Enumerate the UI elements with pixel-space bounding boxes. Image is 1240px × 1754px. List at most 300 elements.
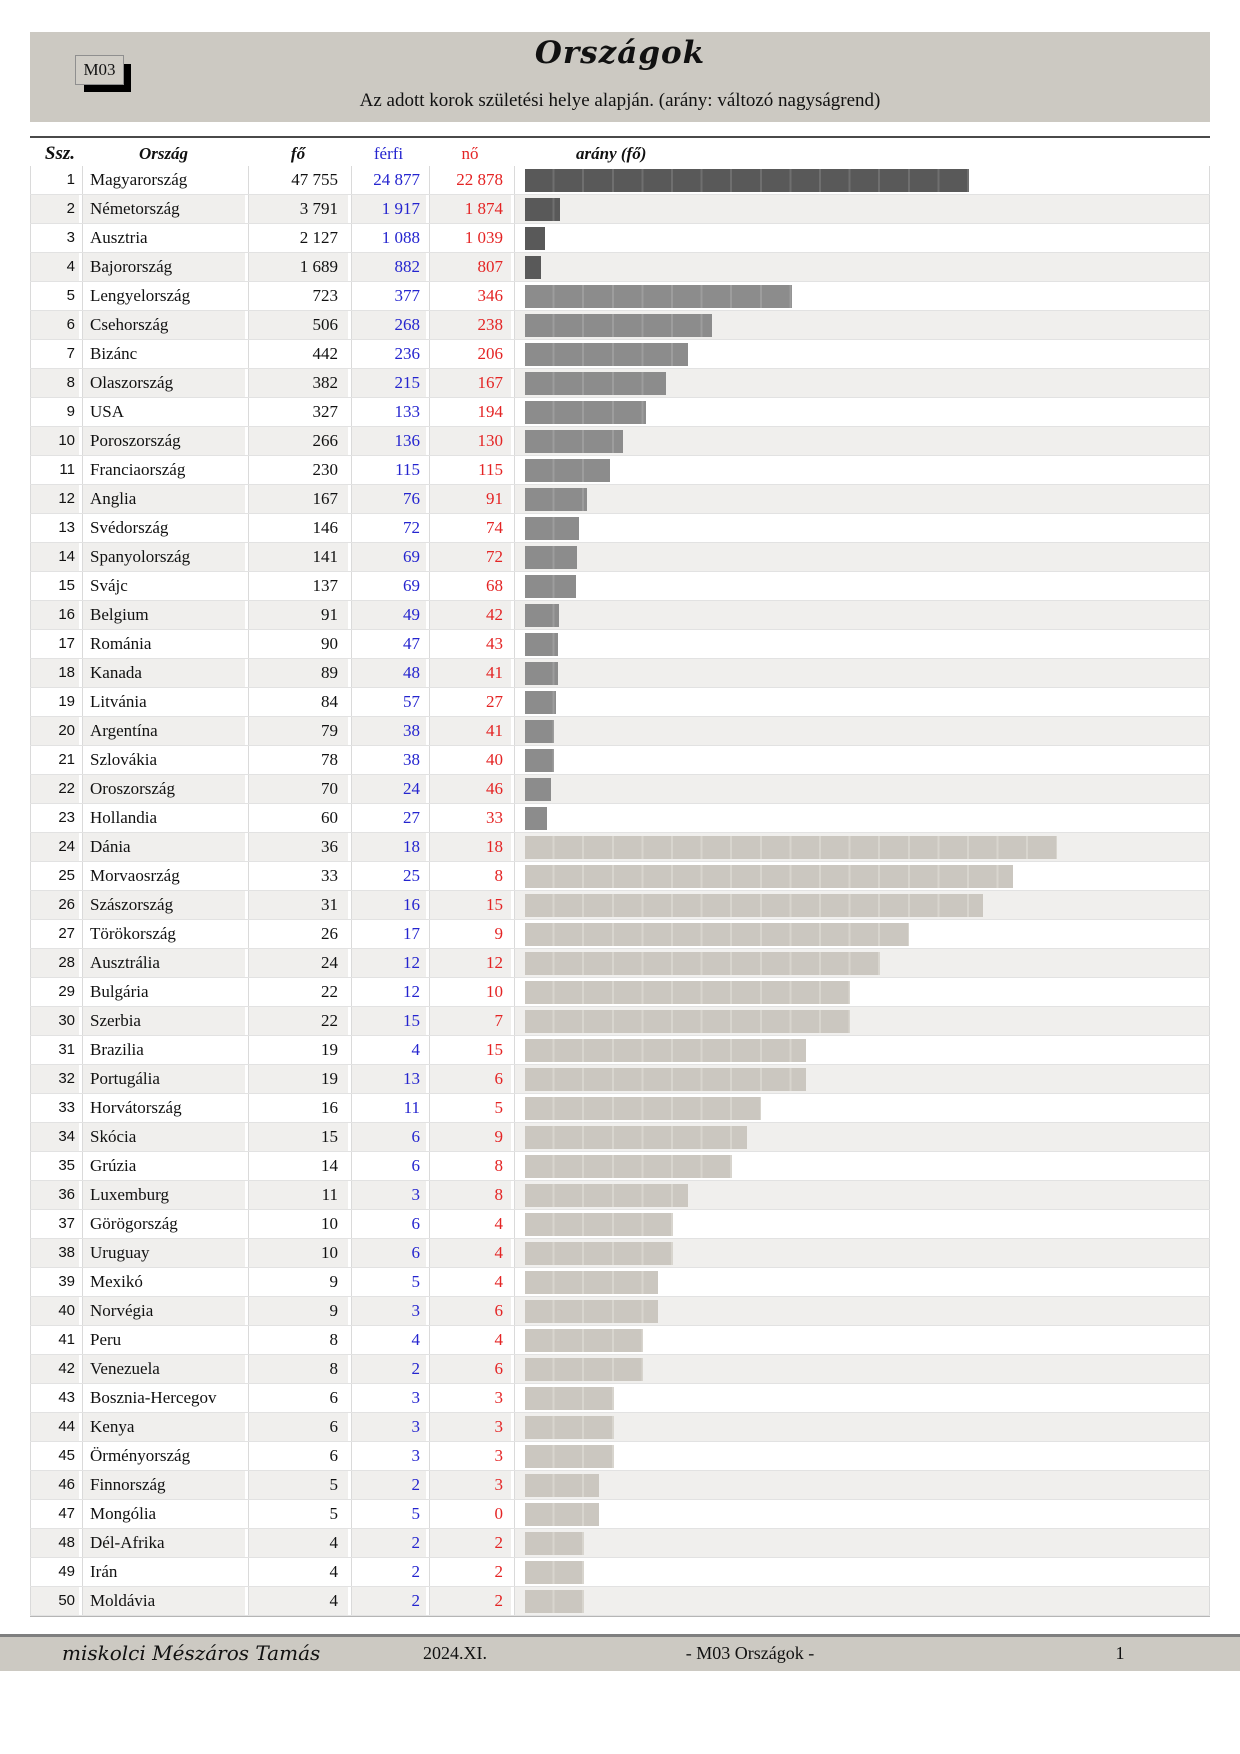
cell-country: Hollandia	[82, 804, 245, 832]
cell-ferfi: 49	[351, 601, 426, 629]
ratio-bar	[525, 1184, 688, 1207]
table-row	[30, 775, 1210, 804]
cell-fo: 1 689	[248, 253, 348, 281]
cell-arany	[514, 862, 1210, 890]
cell-ssz: 48	[30, 1529, 79, 1557]
cell-fo: 6	[248, 1384, 348, 1412]
cell-arany	[514, 282, 1210, 310]
cell-no: 807	[429, 253, 511, 281]
cell-country: Bizánc	[82, 340, 245, 368]
cell-country: Uruguay	[82, 1239, 245, 1267]
ratio-bar	[525, 691, 556, 714]
cell-ssz: 15	[30, 572, 79, 600]
table-row	[30, 717, 1210, 746]
cell-fo: 33	[248, 862, 348, 890]
cell-fo: 4	[248, 1529, 348, 1557]
footer-author: miskolci Mészáros Tamás	[62, 1641, 321, 1665]
cell-ferfi: 12	[351, 949, 426, 977]
cell-ferfi: 3	[351, 1413, 426, 1441]
cell-fo: 9	[248, 1297, 348, 1325]
table-row	[30, 311, 1210, 340]
cell-arany	[514, 427, 1210, 455]
cell-fo: 14	[248, 1152, 348, 1180]
table-row	[30, 1239, 1210, 1268]
cell-country: Norvégia	[82, 1297, 245, 1325]
cell-no: 10	[429, 978, 511, 1006]
cell-country: Lengyelország	[82, 282, 245, 310]
cell-fo: 4	[248, 1587, 348, 1615]
cell-fo: 78	[248, 746, 348, 774]
table-row	[30, 1036, 1210, 1065]
table-row	[30, 1123, 1210, 1152]
cell-fo: 26	[248, 920, 348, 948]
cell-arany	[514, 920, 1210, 948]
cell-ferfi: 882	[351, 253, 426, 281]
ratio-bar	[525, 546, 577, 569]
cell-fo: 31	[248, 891, 348, 919]
cell-fo: 22	[248, 1007, 348, 1035]
cell-country: Morvaosrzág	[82, 862, 245, 890]
cell-ssz: 20	[30, 717, 79, 745]
table-row	[30, 1326, 1210, 1355]
ratio-bar	[525, 1416, 614, 1439]
cell-no: 74	[429, 514, 511, 542]
column-header-orszag: Ország	[138, 144, 189, 163]
table-row	[30, 224, 1210, 253]
cell-country: Kanada	[82, 659, 245, 687]
cell-ssz: 22	[30, 775, 79, 803]
table-row	[30, 485, 1210, 514]
cell-ssz: 29	[30, 978, 79, 1006]
cell-ferfi: 6	[351, 1123, 426, 1151]
cell-ferfi: 3	[351, 1181, 426, 1209]
cell-ssz: 9	[30, 398, 79, 426]
cell-ssz: 24	[30, 833, 79, 861]
cell-ssz: 32	[30, 1065, 79, 1093]
cell-country: Görögország	[82, 1210, 245, 1238]
cell-fo: 15	[248, 1123, 348, 1151]
cell-fo: 10	[248, 1239, 348, 1267]
cell-ssz: 49	[30, 1558, 79, 1586]
ratio-bar	[525, 1358, 643, 1381]
ratio-bar	[525, 430, 623, 453]
cell-no: 3	[429, 1442, 511, 1470]
table-row	[30, 1529, 1210, 1558]
cell-no: 346	[429, 282, 511, 310]
cell-country: Spanyolország	[82, 543, 245, 571]
cell-ferfi: 115	[351, 456, 426, 484]
cell-country: Bulgária	[82, 978, 245, 1006]
cell-fo: 506	[248, 311, 348, 339]
cell-no: 1 039	[429, 224, 511, 252]
table-row	[30, 920, 1210, 949]
cell-arany	[514, 804, 1210, 832]
cell-ssz: 14	[30, 543, 79, 571]
cell-arany	[514, 746, 1210, 774]
cell-arany	[514, 1297, 1210, 1325]
cell-arany	[514, 978, 1210, 1006]
cell-ferfi: 11	[351, 1094, 426, 1122]
cell-fo: 137	[248, 572, 348, 600]
cell-arany	[514, 833, 1210, 861]
cell-ssz: 37	[30, 1210, 79, 1238]
ratio-bar	[525, 372, 666, 395]
table-row	[30, 1471, 1210, 1500]
cell-arany	[514, 1268, 1210, 1296]
table-row	[30, 1152, 1210, 1181]
cell-ssz: 36	[30, 1181, 79, 1209]
cell-fo: 8	[248, 1355, 348, 1383]
cell-fo: 24	[248, 949, 348, 977]
cell-no: 12	[429, 949, 511, 977]
ratio-bar	[525, 1155, 732, 1178]
cell-ferfi: 3	[351, 1384, 426, 1412]
cell-ssz: 38	[30, 1239, 79, 1267]
cell-ssz: 25	[30, 862, 79, 890]
ratio-bar	[525, 749, 554, 772]
cell-arany	[514, 1442, 1210, 1470]
cell-ssz: 44	[30, 1413, 79, 1441]
cell-ssz: 30	[30, 1007, 79, 1035]
ratio-bar	[525, 1387, 614, 1410]
cell-ssz: 4	[30, 253, 79, 281]
cell-ssz: 19	[30, 688, 79, 716]
cell-ferfi: 268	[351, 311, 426, 339]
cell-no: 46	[429, 775, 511, 803]
table-row	[30, 369, 1210, 398]
ratio-bar	[525, 778, 551, 801]
ratio-bar	[525, 1445, 614, 1468]
cell-no: 72	[429, 543, 511, 571]
cell-arany	[514, 1558, 1210, 1586]
ratio-bar	[525, 1126, 747, 1149]
table-row	[30, 166, 1210, 195]
ratio-bar	[525, 517, 579, 540]
cell-no: 18	[429, 833, 511, 861]
cell-fo: 6	[248, 1413, 348, 1441]
cell-ferfi: 5	[351, 1268, 426, 1296]
cell-ferfi: 12	[351, 978, 426, 1006]
table-row	[30, 1007, 1210, 1036]
cell-fo: 6	[248, 1442, 348, 1470]
cell-ssz: 26	[30, 891, 79, 919]
ratio-bar	[525, 1329, 643, 1352]
table-row	[30, 804, 1210, 833]
cell-country: Skócia	[82, 1123, 245, 1151]
table-row	[30, 1210, 1210, 1239]
cell-no: 7	[429, 1007, 511, 1035]
cell-arany	[514, 1587, 1210, 1615]
cell-ssz: 6	[30, 311, 79, 339]
cell-arany	[514, 1036, 1210, 1064]
cell-country: Örményország	[82, 1442, 245, 1470]
table-row	[30, 688, 1210, 717]
cell-ssz: 18	[30, 659, 79, 687]
table-row	[30, 195, 1210, 224]
cell-no: 2	[429, 1587, 511, 1615]
cell-ferfi: 47	[351, 630, 426, 658]
ratio-bar	[525, 1590, 584, 1613]
table-row	[30, 1558, 1210, 1587]
cell-ssz: 21	[30, 746, 79, 774]
cell-arany	[514, 166, 1210, 194]
cell-ssz: 43	[30, 1384, 79, 1412]
cell-fo: 90	[248, 630, 348, 658]
table-row	[30, 1384, 1210, 1413]
cell-ferfi: 2	[351, 1529, 426, 1557]
ratio-bar	[525, 227, 545, 250]
table-row	[30, 1065, 1210, 1094]
cell-ssz: 5	[30, 282, 79, 310]
table-row	[30, 1268, 1210, 1297]
cell-ferfi: 27	[351, 804, 426, 832]
table-row	[30, 949, 1210, 978]
ratio-bar	[525, 807, 547, 830]
cell-country: Mexikó	[82, 1268, 245, 1296]
cell-no: 40	[429, 746, 511, 774]
ratio-bar	[525, 1300, 658, 1323]
cell-ferfi: 215	[351, 369, 426, 397]
cell-no: 9	[429, 920, 511, 948]
ratio-bar	[525, 285, 792, 308]
table-row	[30, 543, 1210, 572]
table-row	[30, 630, 1210, 659]
cell-fo: 167	[248, 485, 348, 513]
cell-country: Dánia	[82, 833, 245, 861]
cell-no: 41	[429, 717, 511, 745]
cell-no: 3	[429, 1471, 511, 1499]
ratio-bar	[525, 1532, 584, 1555]
cell-no: 5	[429, 1094, 511, 1122]
cell-arany	[514, 1123, 1210, 1151]
cell-no: 2	[429, 1558, 511, 1586]
cell-arany	[514, 659, 1210, 687]
cell-ssz: 45	[30, 1442, 79, 1470]
table-row	[30, 1442, 1210, 1471]
cell-fo: 70	[248, 775, 348, 803]
cell-fo: 3 791	[248, 195, 348, 223]
cell-ssz: 50	[30, 1587, 79, 1615]
cell-fo: 36	[248, 833, 348, 861]
cell-ssz: 35	[30, 1152, 79, 1180]
cell-fo: 10	[248, 1210, 348, 1238]
cell-no: 68	[429, 572, 511, 600]
cell-no: 194	[429, 398, 511, 426]
cell-country: Venezuela	[82, 1355, 245, 1383]
cell-arany	[514, 1413, 1210, 1441]
cell-ferfi: 69	[351, 572, 426, 600]
cell-ferfi: 133	[351, 398, 426, 426]
cell-no: 9	[429, 1123, 511, 1151]
cell-ferfi: 38	[351, 717, 426, 745]
ratio-bar	[525, 633, 558, 656]
table-row	[30, 1181, 1210, 1210]
cell-fo: 11	[248, 1181, 348, 1209]
cell-arany	[514, 514, 1210, 542]
column-header-ferfi: férfi	[373, 144, 404, 163]
ratio-bar	[525, 1242, 673, 1265]
cell-no: 8	[429, 1152, 511, 1180]
table-row	[30, 398, 1210, 427]
footer-band	[0, 1634, 1240, 1671]
cell-ferfi: 3	[351, 1442, 426, 1470]
column-header-no: nő	[461, 144, 479, 163]
cell-country: Peru	[82, 1326, 245, 1354]
cell-no: 8	[429, 1181, 511, 1209]
ratio-bar	[525, 865, 1013, 888]
cell-country: Szászország	[82, 891, 245, 919]
cell-ferfi: 2	[351, 1355, 426, 1383]
m03-badge: M03	[75, 55, 124, 85]
cell-arany	[514, 891, 1210, 919]
cell-ssz: 41	[30, 1326, 79, 1354]
cell-country: Poroszország	[82, 427, 245, 455]
cell-ferfi: 76	[351, 485, 426, 513]
header-band	[30, 32, 1210, 122]
cell-ferfi: 18	[351, 833, 426, 861]
cell-no: 8	[429, 862, 511, 890]
cell-no: 43	[429, 630, 511, 658]
cell-country: Svájc	[82, 572, 245, 600]
cell-ferfi: 4	[351, 1326, 426, 1354]
table-row	[30, 514, 1210, 543]
table-row	[30, 340, 1210, 369]
cell-ssz: 2	[30, 195, 79, 223]
ratio-bar	[525, 198, 560, 221]
cell-ssz: 27	[30, 920, 79, 948]
cell-fo: 442	[248, 340, 348, 368]
cell-no: 42	[429, 601, 511, 629]
ratio-bar	[525, 1039, 806, 1062]
cell-fo: 5	[248, 1471, 348, 1499]
ratio-bar	[525, 169, 969, 192]
cell-no: 4	[429, 1268, 511, 1296]
cell-no: 1 874	[429, 195, 511, 223]
cell-no: 6	[429, 1297, 511, 1325]
cell-country: Portugália	[82, 1065, 245, 1093]
cell-ferfi: 2	[351, 1587, 426, 1615]
cell-ferfi: 2	[351, 1558, 426, 1586]
cell-arany	[514, 601, 1210, 629]
cell-no: 91	[429, 485, 511, 513]
footer-doc-label: - M03 Országok -	[685, 1643, 815, 1663]
ratio-bar	[525, 401, 646, 424]
cell-fo: 22	[248, 978, 348, 1006]
cell-arany	[514, 1152, 1210, 1180]
ratio-bar	[525, 923, 909, 946]
cell-fo: 89	[248, 659, 348, 687]
cell-arany	[514, 1529, 1210, 1557]
column-header-fo: fő	[290, 144, 306, 163]
cell-no: 22 878	[429, 166, 511, 194]
cell-ferfi: 377	[351, 282, 426, 310]
cell-fo: 266	[248, 427, 348, 455]
cell-ferfi: 24 877	[351, 166, 426, 194]
cell-fo: 79	[248, 717, 348, 745]
cell-arany	[514, 456, 1210, 484]
cell-ssz: 11	[30, 456, 79, 484]
cell-ferfi: 72	[351, 514, 426, 542]
ratio-bar	[525, 952, 880, 975]
cell-arany	[514, 1239, 1210, 1267]
cell-ferfi: 4	[351, 1036, 426, 1064]
cell-ssz: 7	[30, 340, 79, 368]
table-row	[30, 253, 1210, 282]
cell-fo: 4	[248, 1558, 348, 1586]
cell-country: Ausztria	[82, 224, 245, 252]
cell-no: 206	[429, 340, 511, 368]
ratio-bar	[525, 575, 576, 598]
table-row	[30, 1413, 1210, 1442]
cell-arany	[514, 1326, 1210, 1354]
cell-arany	[514, 543, 1210, 571]
column-header-arany: arány (fő)	[576, 144, 647, 163]
cell-no: 3	[429, 1413, 511, 1441]
cell-arany	[514, 688, 1210, 716]
cell-no: 33	[429, 804, 511, 832]
table-row	[30, 659, 1210, 688]
cell-country: Moldávia	[82, 1587, 245, 1615]
cell-arany	[514, 369, 1210, 397]
cell-arany	[514, 1065, 1210, 1093]
cell-no: 167	[429, 369, 511, 397]
ratio-bar	[525, 1097, 761, 1120]
cell-fo: 382	[248, 369, 348, 397]
cell-arany	[514, 572, 1210, 600]
ratio-bar	[525, 662, 558, 685]
cell-country: Horvátország	[82, 1094, 245, 1122]
table-body	[30, 166, 1210, 1617]
cell-arany	[514, 949, 1210, 977]
cell-ferfi: 5	[351, 1500, 426, 1528]
cell-country: Dél-Afrika	[82, 1529, 245, 1557]
cell-country: Ausztrália	[82, 949, 245, 977]
page-subtitle: Az adott korok születési helye alapján. (arány: változó nagyságrend)	[359, 90, 881, 111]
cell-no: 130	[429, 427, 511, 455]
table-row	[30, 1587, 1210, 1616]
cell-no: 4	[429, 1210, 511, 1238]
page-title: Országok	[534, 35, 706, 71]
cell-ssz: 10	[30, 427, 79, 455]
cell-arany	[514, 1181, 1210, 1209]
cell-fo: 5	[248, 1500, 348, 1528]
cell-arany	[514, 717, 1210, 745]
cell-country: Németország	[82, 195, 245, 223]
cell-arany	[514, 1384, 1210, 1412]
cell-arany	[514, 1094, 1210, 1122]
cell-fo: 91	[248, 601, 348, 629]
ratio-bar	[525, 459, 610, 482]
cell-arany	[514, 1471, 1210, 1499]
cell-ferfi: 3	[351, 1297, 426, 1325]
table-row	[30, 891, 1210, 920]
cell-ferfi: 15	[351, 1007, 426, 1035]
cell-country: Mongólia	[82, 1500, 245, 1528]
table-row	[30, 601, 1210, 630]
ratio-bar	[525, 1068, 806, 1091]
cell-country: Magyarország	[82, 166, 245, 194]
ratio-bar	[525, 1561, 584, 1584]
cell-country: Brazilia	[82, 1036, 245, 1064]
cell-no: 3	[429, 1384, 511, 1412]
cell-no: 4	[429, 1326, 511, 1354]
cell-no: 15	[429, 1036, 511, 1064]
cell-country: Szerbia	[82, 1007, 245, 1035]
cell-arany	[514, 485, 1210, 513]
cell-ferfi: 38	[351, 746, 426, 774]
cell-ssz: 40	[30, 1297, 79, 1325]
cell-no: 15	[429, 891, 511, 919]
